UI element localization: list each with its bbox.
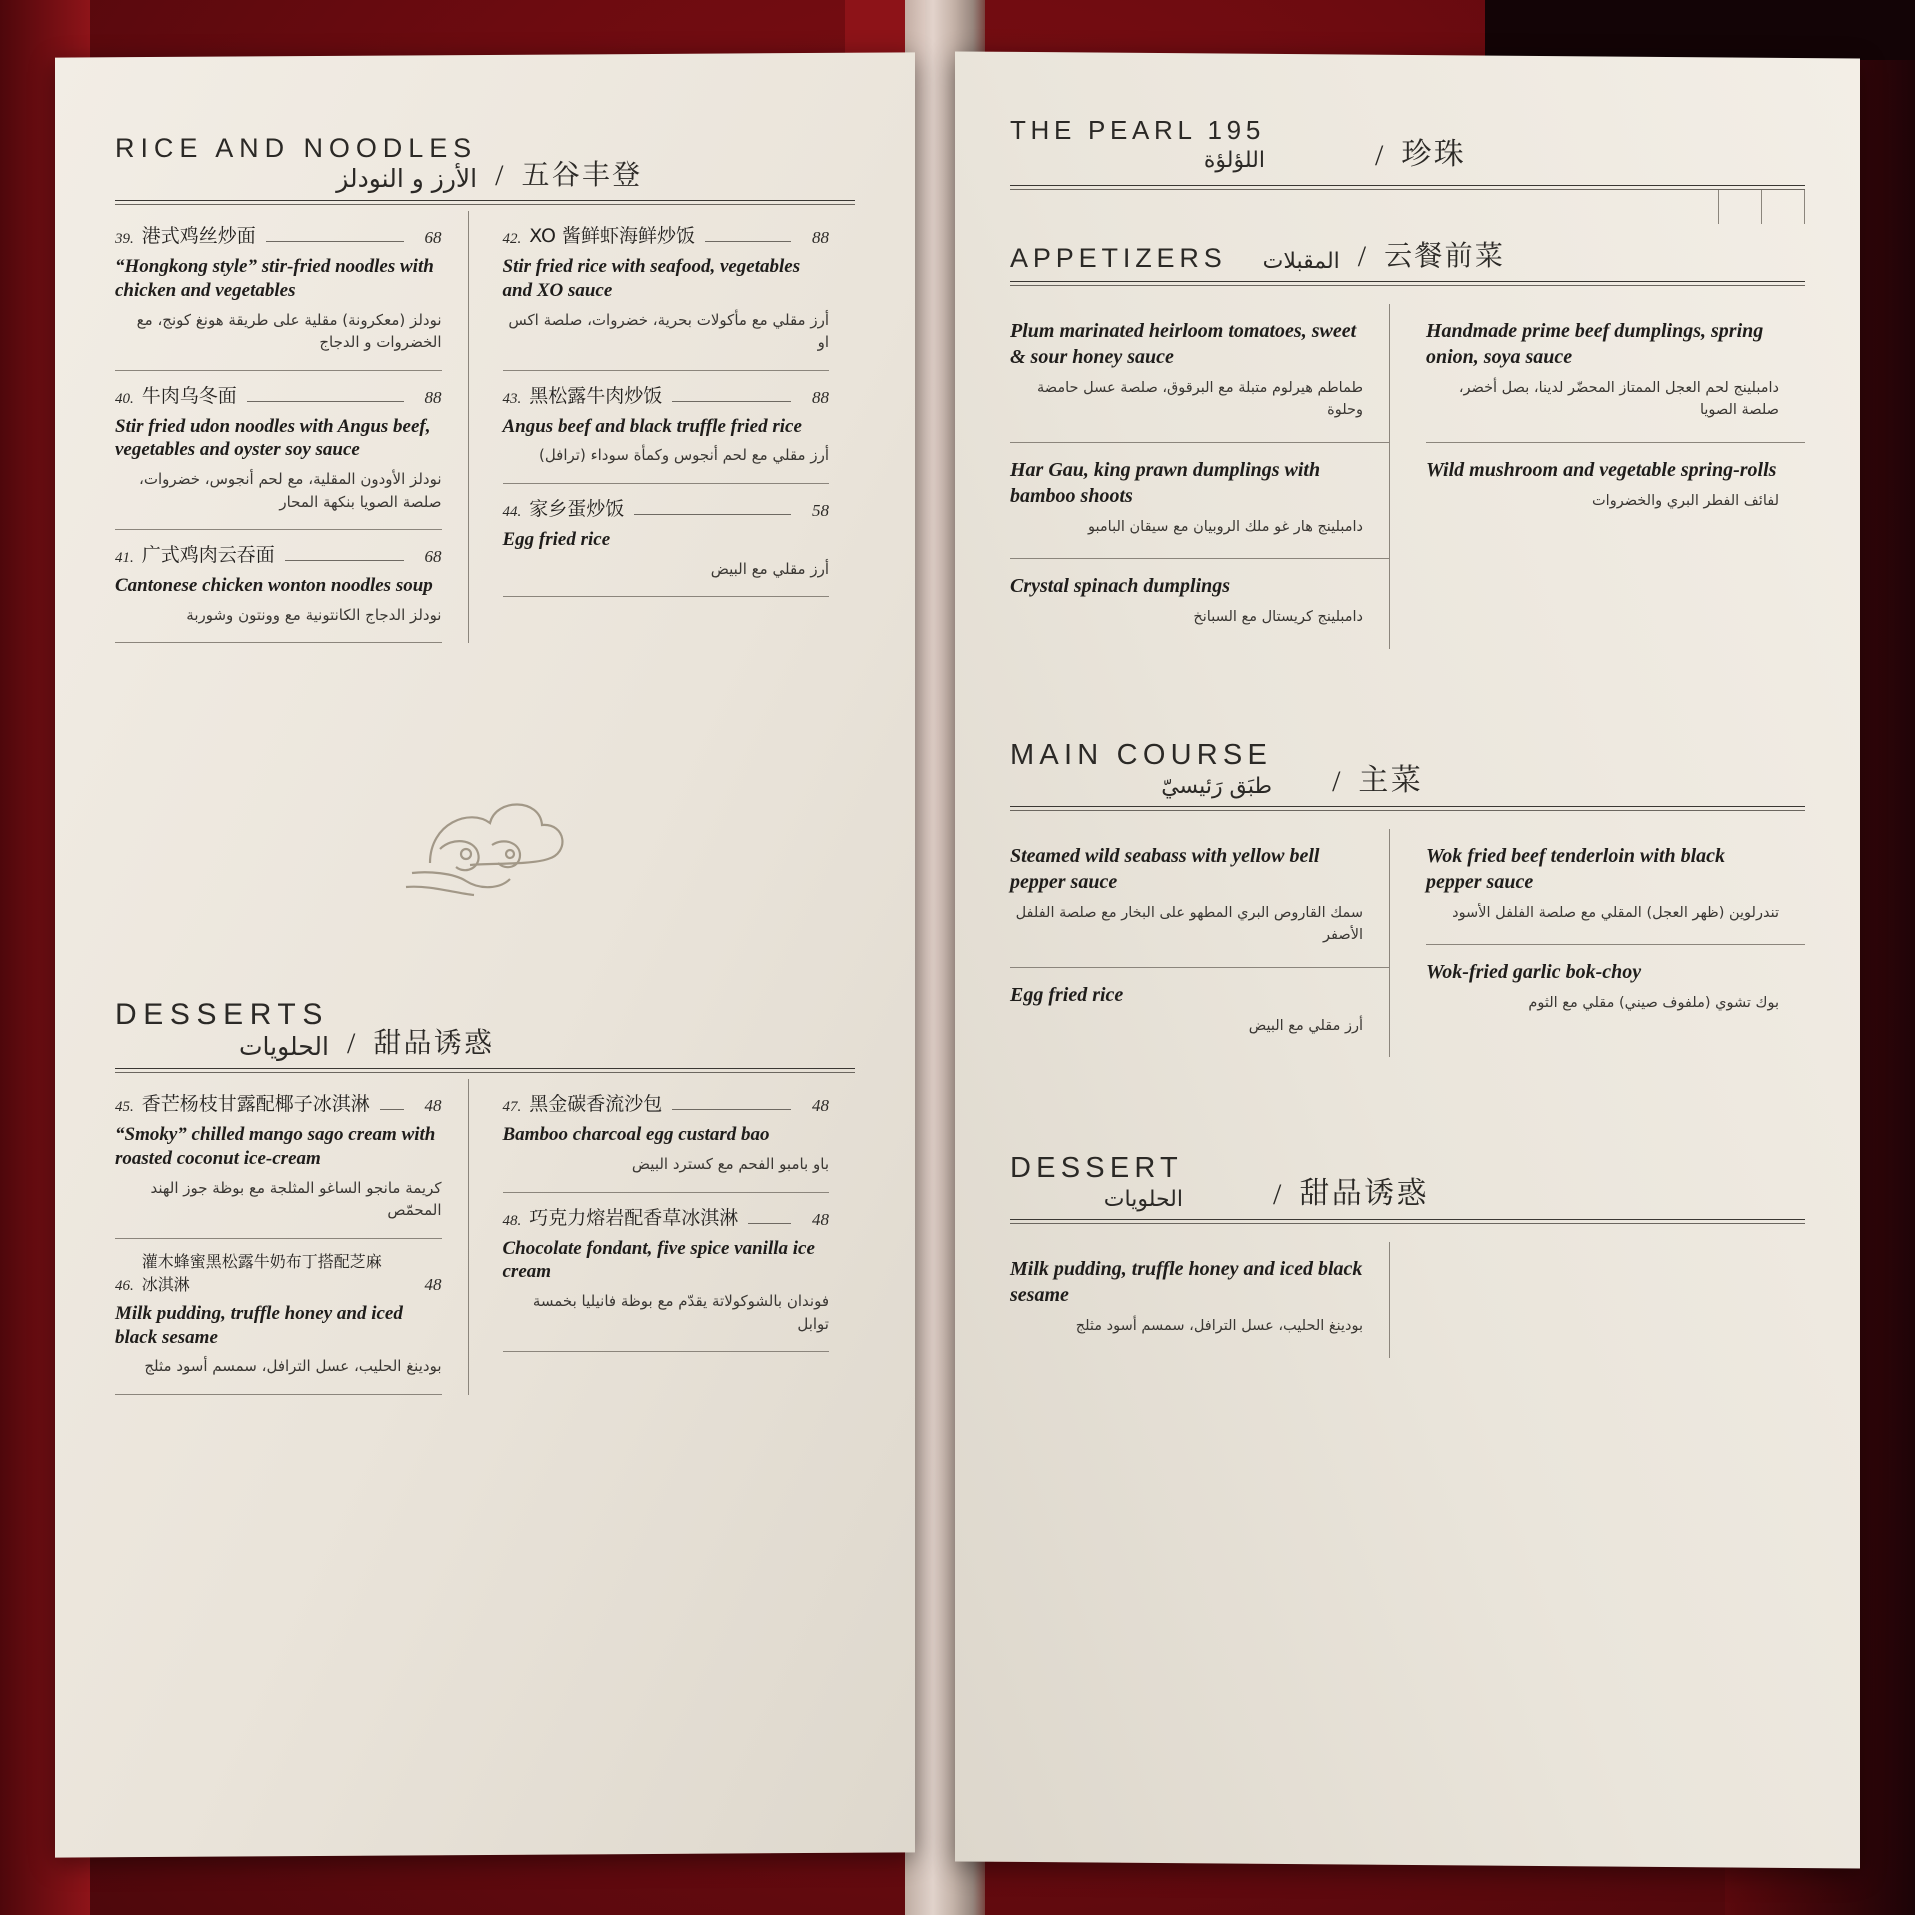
dish-divider [503, 596, 830, 597]
section-title-cn: 云餐前菜 [1384, 239, 1506, 272]
leader-line [748, 1223, 791, 1224]
brand-rule [1010, 185, 1805, 186]
dish-name-cn: 香芒杨枝甘露配椰子冰淇淋 [141, 1093, 370, 1116]
leader-line [634, 514, 791, 515]
dish-item [115, 530, 442, 642]
dish-item [1426, 304, 1805, 443]
dish-price: 88 [812, 387, 829, 407]
appetizers-columns [1010, 304, 1805, 649]
dish-item [503, 484, 830, 596]
tick [1718, 190, 1719, 224]
dish-item [503, 1193, 830, 1352]
column-left [1010, 1242, 1389, 1357]
dish-name-en: Angus beef and black truffle fried rice [502, 415, 802, 437]
dish-number: 44. [502, 503, 522, 520]
section-rule [1010, 281, 1805, 282]
dish-price: 48 [812, 1209, 829, 1229]
leader-line [380, 1109, 404, 1110]
dish-number: 46. [115, 1277, 134, 1294]
section-rule [1010, 806, 1805, 807]
dish-item [1010, 443, 1389, 559]
brand-name-en: THE PEARL 195 [1010, 115, 1265, 145]
dish-name-ar: دامبلينج هار غو ملك الروبيان مع سيقان البامبو [1088, 518, 1363, 535]
dish-name-ar: نودلز الدجاج الكانتونية مع وونتون وشوربة [186, 605, 442, 624]
dish-name-cn: 牛肉乌冬面 [141, 384, 237, 407]
dish-name-ar: أرز مقلي مع مأكولات بحرية، خضروات، صلصة اكس او [508, 310, 829, 351]
brand-name-cn: 珍珠 [1401, 137, 1467, 172]
dish-name-ar: دامبلينج كريستال مع السبانخ [1193, 609, 1363, 626]
section-rule [1010, 1219, 1805, 1220]
dish-item [503, 1079, 830, 1191]
dish-name-en: Plum marinated heirloom tomatoes, sweet & sour honey sauce [1010, 320, 1357, 368]
dish-price: 48 [424, 1274, 442, 1294]
dish-name-ar: سمك القاروص البري المطهو على البخار مع صلصة الفلفل الأصفر [1015, 904, 1363, 944]
section-rule-2 [115, 1072, 855, 1073]
desserts-columns [115, 1079, 855, 1395]
dish-item [1426, 945, 1805, 1034]
section-title-en: RICE AND NOODLES [115, 133, 478, 163]
dish-name-en: Stir fried rice with seafood, vegetables and XO sauce [502, 256, 801, 301]
cloud-wave-ornament [55, 753, 915, 903]
dish-name-cn: 灌木蜂蜜黑松露牛奶布丁搭配芝麻冰淇淋 [141, 1251, 382, 1294]
dish-name-ar: دامبلينج لحم العجل الممتاز المحضّر لدينا، بصل أخضر، صلصة الصويا [1458, 380, 1779, 419]
column-left [1010, 304, 1389, 649]
dish-price: 48 [424, 1096, 442, 1116]
slash-divider: / [1357, 240, 1367, 273]
dish-price: 88 [812, 228, 829, 247]
section-title-cn: 五谷丰登 [521, 158, 643, 191]
dish-name-en: Wok-fried garlic bok-choy [1426, 961, 1642, 984]
dish-name-en: Handmade prime beef dumplings, spring onion, soya sauce [1426, 320, 1764, 368]
section-main-course [1010, 739, 1805, 811]
dish-item [503, 211, 830, 370]
dish-name-cn: 巧克力熔岩配香草冰淇淋 [529, 1206, 739, 1229]
dish-name-cn: 广式鸡肉云吞面 [141, 544, 275, 566]
column-right [468, 1079, 856, 1395]
main-course-columns [1010, 829, 1805, 1057]
dish-price: 68 [424, 547, 442, 566]
dish-divider [115, 642, 442, 643]
section-title-ar: الحلويات [1103, 1187, 1183, 1213]
section-desserts [115, 998, 855, 1073]
dish-price: 48 [812, 1096, 829, 1116]
dish-number: 40. [115, 390, 134, 407]
leader-line [672, 401, 791, 402]
section-rule-2 [115, 204, 855, 205]
dish-name-en: Cantonese chicken wonton noodles soup [115, 575, 433, 596]
dish-name-ar: نودلز الأودون المقلية، مع لحم أنجوس، خضروات، صلصة الصويا بنكهة المحار [139, 470, 442, 511]
dish-number: 41. [115, 550, 134, 566]
dish-item [503, 371, 830, 483]
dish-item [1426, 443, 1805, 532]
dish-name-ar: بودينغ الحليب، عسل الترافل، سمسم أسود مثلج [1075, 1318, 1363, 1335]
section-rule-2 [1010, 810, 1805, 811]
dessert-columns [1010, 1242, 1805, 1357]
background-dark-band [1485, 0, 1915, 60]
section-title-ar: الحلويات [238, 1032, 329, 1062]
section-title-en: DESSERT [1010, 1152, 1183, 1185]
section-rule-2 [1010, 285, 1805, 286]
dish-price: 68 [424, 228, 442, 247]
dish-name-ar: أرز مقلي مع البيض [1248, 1017, 1363, 1034]
rice-and-noodles-columns [115, 211, 855, 643]
left-page [55, 52, 915, 1857]
column-right [1389, 304, 1805, 649]
dish-name-en: Bamboo charcoal egg custard bao [502, 1124, 770, 1146]
dish-price: 88 [424, 387, 442, 407]
dish-name-en: Wild mushroom and vegetable spring-rolls [1426, 458, 1777, 481]
dish-number: 45. [115, 1099, 134, 1116]
slash-divider: / [1374, 139, 1384, 172]
column-right [1389, 829, 1805, 1057]
section-title-ar: الأرز و النودلز [336, 164, 478, 193]
dish-name-en: Crystal spinach dumplings [1010, 575, 1231, 598]
dish-name-cn: 黑金碳香流沙包 [529, 1093, 663, 1116]
dish-name-en: Milk pudding, truffle honey and iced black sesame [115, 1302, 403, 1348]
dish-number: 42. [502, 231, 522, 247]
section-appetizers [1010, 234, 1805, 286]
section-rice-and-noodles [115, 133, 855, 205]
dish-name-ar: كريمة مانجو الساغو المثلجة مع بوظة جوز الهند المحمّص [150, 1178, 442, 1220]
dish-item [1010, 304, 1389, 443]
dish-item [1010, 559, 1389, 648]
right-page [955, 51, 1860, 1868]
dish-name-ar: بوك تشوي (ملفوف صيني) مقلي مع الثوم [1528, 995, 1779, 1012]
dish-name-ar: تندرلوين (ظهر العجل) المقلي مع صلصة الفلفل الأسود [1452, 904, 1779, 921]
dish-name-en: Chocolate fondant, five spice vanilla ice cream [502, 1237, 815, 1283]
dish-number: 43. [502, 390, 522, 407]
section-title-en: DESSERTS [115, 998, 329, 1032]
slash-divider: / [1273, 1178, 1282, 1212]
dish-name-en: Egg fried rice [1010, 983, 1124, 1006]
dish-item [1010, 968, 1389, 1057]
dish-item [115, 371, 442, 530]
dish-name-cn: 港式鸡丝炒面 [141, 225, 256, 247]
dish-number: 48. [502, 1212, 522, 1229]
column-right [1389, 1242, 1805, 1357]
dish-item [1010, 1242, 1389, 1357]
column-left [1010, 829, 1389, 1057]
dish-name-ar: أرز مقلي مع البيض [710, 559, 829, 578]
column-left [115, 1079, 468, 1395]
dish-name-en: Stir fried udon noodles with Angus beef, vegetables and oyster soy sauce [115, 415, 431, 461]
dish-price: 58 [812, 500, 829, 520]
tick [1804, 190, 1805, 224]
slash-divider: / [346, 1027, 356, 1061]
dish-name-en: Wok fried beef tenderloin with black pepper sauce [1426, 844, 1726, 893]
dish-item [115, 1239, 442, 1394]
dish-item [115, 211, 442, 370]
dish-item [115, 1079, 442, 1238]
dish-name-ar: فوندان بالشوكولاتة يقدّم مع بوظة فانيليا بخمسة توابل [532, 1292, 829, 1333]
section-rule [115, 1068, 855, 1069]
leader-line [705, 241, 791, 242]
dish-name-ar: نودلز (معكرونة) مقلية على طريقة هونغ كونج، مع الخضروات و الدجاج [136, 310, 442, 351]
dish-name-en: Steamed wild seabass with yellow bell pepper sauce [1010, 844, 1320, 893]
section-dessert [1010, 1152, 1805, 1224]
leader-line [247, 401, 404, 402]
dish-name-en: “Smoky” chilled mango sago cream with roasted coconut ice-cream [115, 1124, 436, 1169]
dish-name-en: Egg fried rice [502, 528, 611, 550]
dish-name-ar: أرز مقلي مع لحم أنجوس وكمأة سوداء (ترافل) [538, 446, 829, 465]
leader-line [266, 241, 404, 242]
dish-number: 47. [502, 1099, 522, 1116]
dish-name-cn: 家乡蛋炒饭 [529, 497, 625, 520]
brand-header [1010, 115, 1805, 190]
section-rule-2 [1010, 1223, 1805, 1224]
section-title-en: MAIN COURSE [1010, 738, 1273, 771]
section-title-cn: 甜品诱惑 [1299, 1176, 1429, 1212]
dish-name-cn: XO 酱鲜虾海鲜炒饭 [529, 225, 696, 247]
dish-item [1426, 829, 1805, 945]
dish-name-ar: طماطم هيرلوم متبلة مع البرقوق، صلصة عسل حامضة وحلوة [1037, 380, 1363, 419]
dish-divider [503, 1351, 830, 1352]
dish-name-en: Milk pudding, truffle honey and iced black sesame [1010, 1258, 1363, 1307]
section-rule [115, 200, 855, 201]
dish-name-ar: بودينغ الحليب، عسل الترافل، سمسم أسود مثلج [144, 1357, 442, 1376]
column-left [115, 211, 468, 643]
dish-number: 39. [115, 231, 134, 247]
section-title-ar: طبَق رَئيسيّ [1161, 773, 1273, 799]
section-title-ar: المقبلات [1262, 249, 1340, 274]
slash-divider: / [495, 159, 504, 192]
section-title-en: APPETIZERS [1010, 243, 1227, 273]
dish-name-en: “Hongkong style” stir-fried noodles with chicken and vegetables [115, 256, 434, 301]
dish-name-cn: 黑松露牛肉炒饭 [529, 384, 663, 407]
column-ticks [1010, 190, 1805, 224]
brand-name-ar: اللؤلؤة [1203, 148, 1265, 173]
section-title-cn: 主菜 [1358, 762, 1424, 798]
dish-divider [115, 1394, 442, 1395]
section-title-cn: 甜品诱惑 [373, 1026, 495, 1060]
leader-line [672, 1109, 791, 1110]
tick [1761, 190, 1762, 224]
slash-divider: / [1332, 764, 1341, 798]
dish-name-en: Har Gau, king prawn dumplings with bamboo shoots [1010, 458, 1321, 507]
dish-item [1010, 829, 1389, 968]
leader-line [285, 560, 404, 561]
dish-name-ar: لفائف الفطر البري والخضروات [1592, 492, 1779, 509]
dish-name-ar: باو بامبو الفحم مع كسترد البيض [631, 1155, 829, 1173]
column-right [468, 211, 856, 643]
